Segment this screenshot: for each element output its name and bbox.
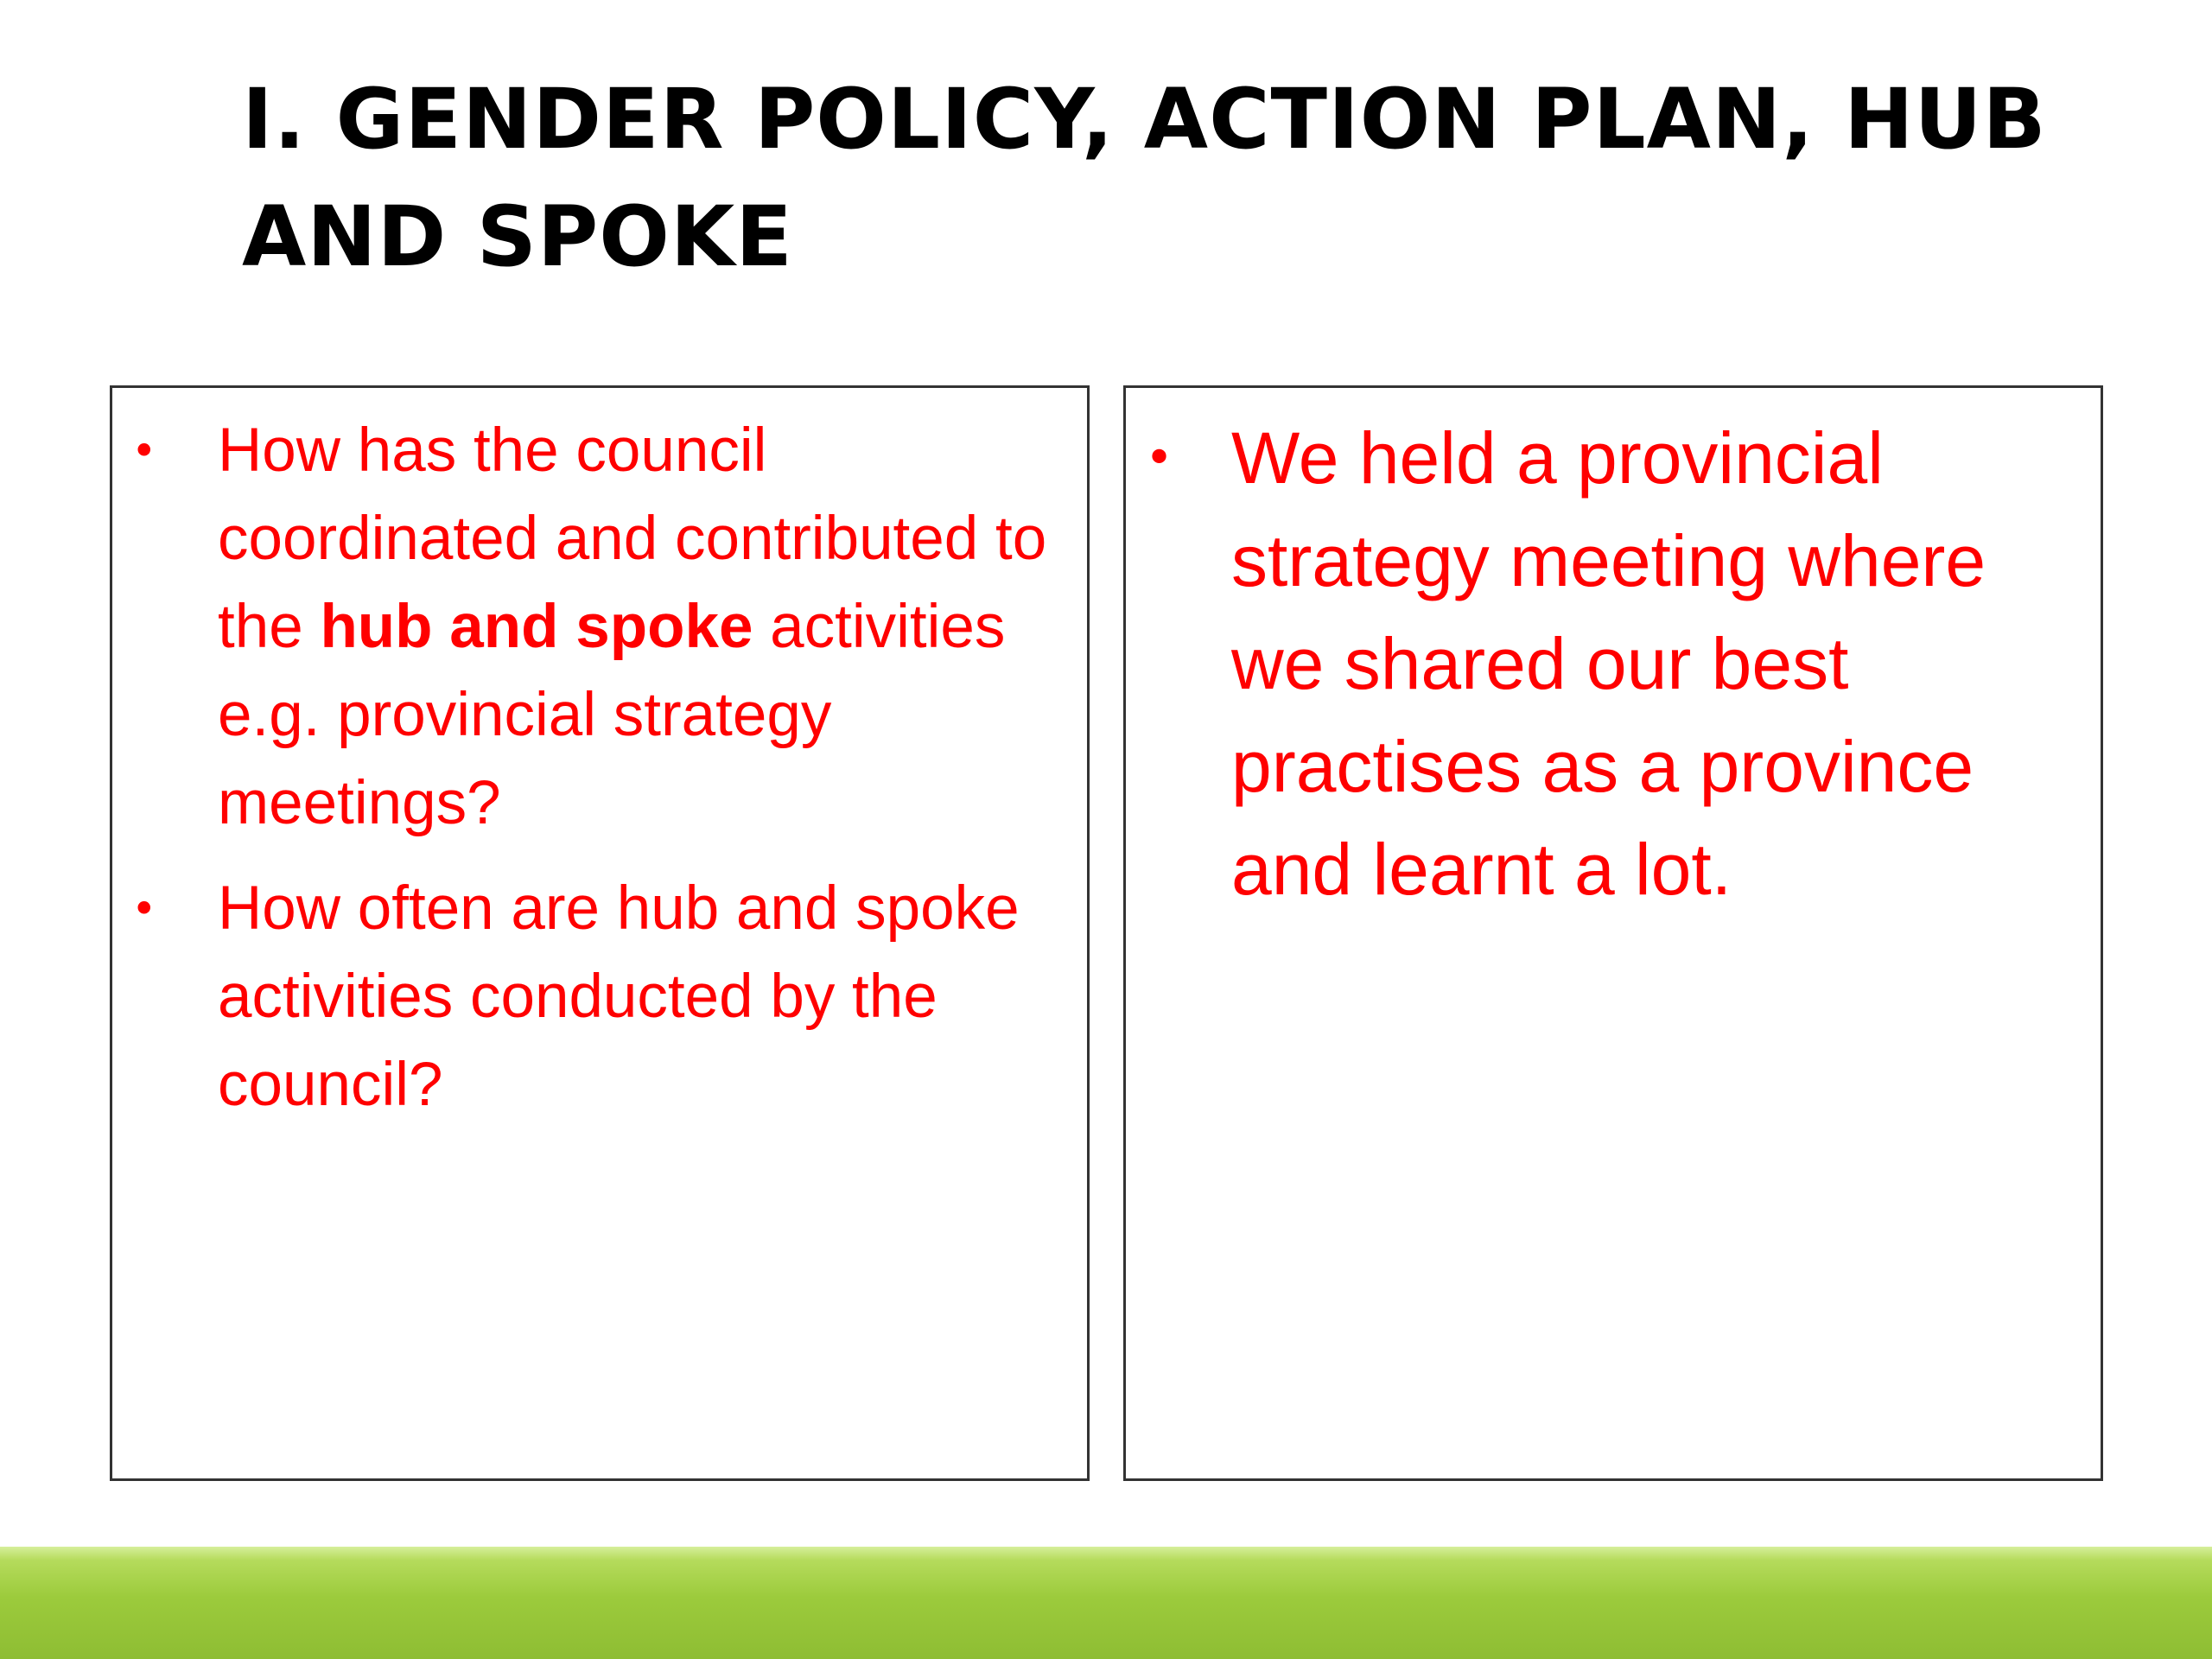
bullet-icon: • <box>1145 430 1174 486</box>
right-content-box <box>1123 385 2103 1481</box>
left-content-box <box>110 385 1090 1481</box>
left-bullet-list <box>131 407 1065 1147</box>
bullet-bold-text: hub and spoke <box>320 593 753 661</box>
left-bullet-item-2 <box>131 865 1065 1129</box>
bullet-text-part: How has the council coordinated and contributed to the <box>218 416 1047 661</box>
bullet-text: How often are hub and spoke activities conducted by the council? <box>218 874 1020 1119</box>
right-bullet-item-1 <box>1145 407 2087 921</box>
left-bullet-item-1 <box>131 407 1065 848</box>
right-bullet-list <box>1145 407 2087 921</box>
bullet-text-part: activities e.g. provincial strategy meetings? <box>218 593 1006 837</box>
slide-title: I. GENDER POLICY, ACTION PLAN, HUB AND SPOKE <box>242 71 2047 285</box>
bullet-icon: • <box>131 426 157 476</box>
footer-bar <box>0 1547 2212 1659</box>
bullet-text: We held a provincial strategy meeting where we shared our best practises as a province and learnt a lot. <box>1231 417 1986 910</box>
bullet-icon: • <box>131 884 157 934</box>
